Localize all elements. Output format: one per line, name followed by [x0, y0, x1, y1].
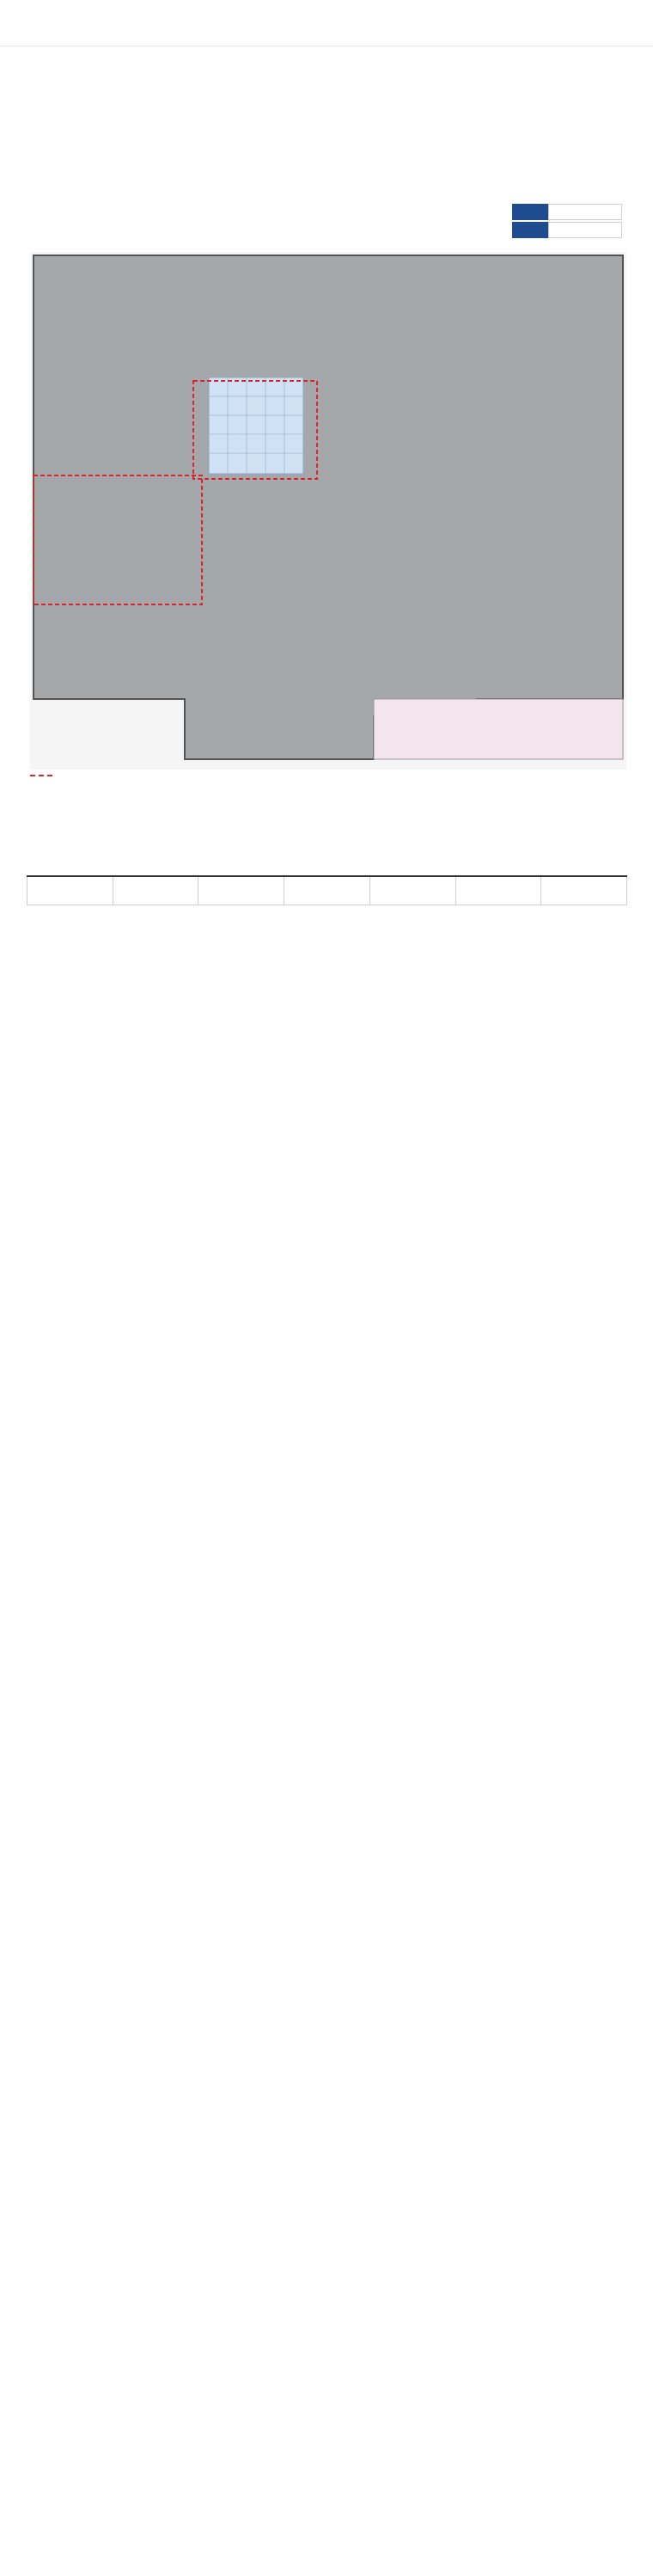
top-bar [0, 0, 653, 46]
parking-area [34, 255, 623, 759]
spec-box [512, 204, 622, 240]
col-sale [455, 876, 541, 905]
legend-dash-icon [30, 775, 52, 776]
col-use [113, 876, 198, 905]
bottom-facilities [374, 699, 623, 759]
col-exclusive [198, 876, 284, 905]
spec-load-row [512, 222, 622, 238]
area-table [27, 875, 627, 905]
spec-load-label [512, 222, 548, 238]
warehouse-room [209, 377, 303, 474]
table-header-row [27, 876, 627, 905]
col-unit [27, 876, 113, 905]
spec-load-value [548, 222, 622, 238]
floor-plan [30, 252, 626, 770]
plan-legend [30, 775, 58, 776]
col-shared [284, 876, 370, 905]
col-service [541, 876, 627, 905]
spec-ceiling-row [512, 204, 622, 220]
headline [0, 46, 653, 113]
spec-ceiling-label [512, 204, 548, 220]
spec-ceiling-value [548, 204, 622, 220]
col-parking [369, 876, 455, 905]
